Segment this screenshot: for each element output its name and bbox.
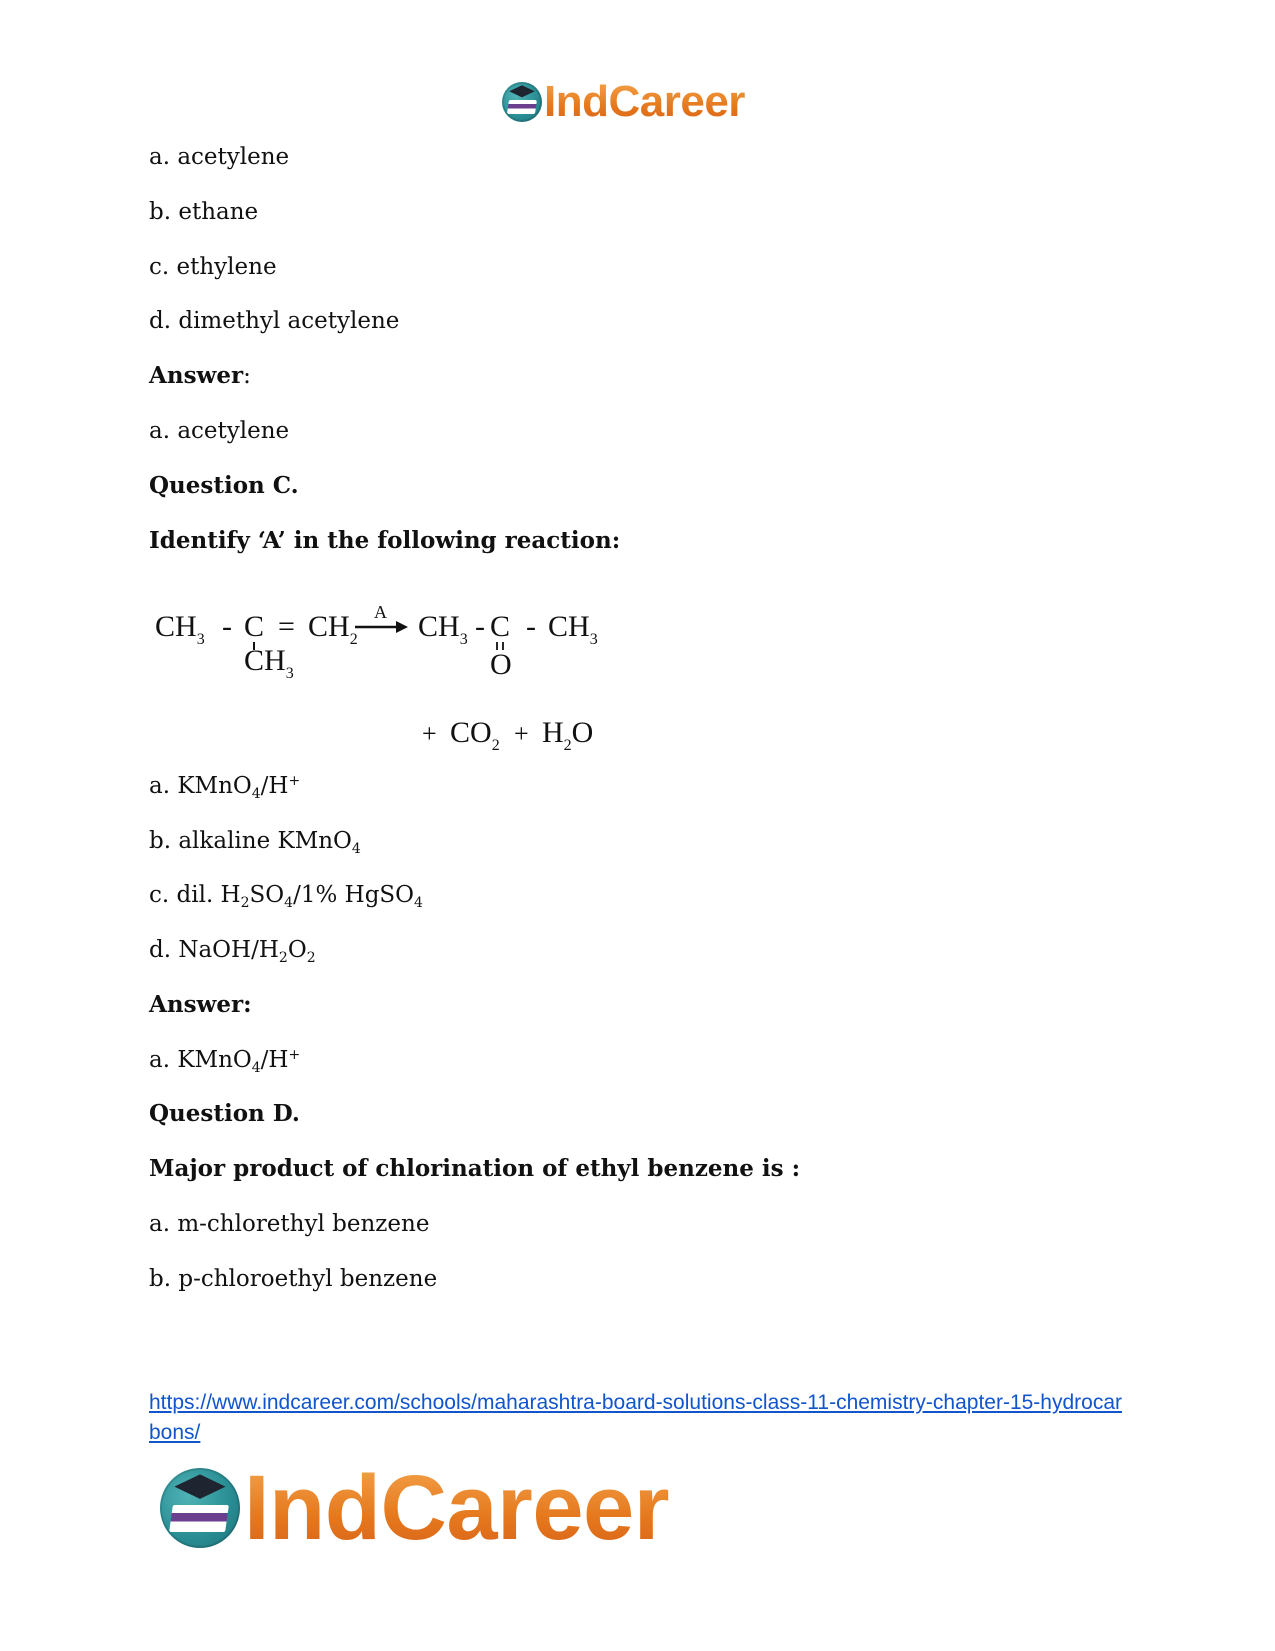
- question-d-title: Question D.: [149, 1100, 300, 1127]
- question-c-title: Question C.: [149, 472, 299, 499]
- brand-wordmark: IndCareer: [244, 1457, 669, 1559]
- product-ch3-left: $CH_3$: [418, 610, 468, 648]
- reactant-ch2: $CH_2$: [308, 610, 358, 648]
- answer-label: Answer: [149, 362, 244, 389]
- reaction-equation: [150, 600, 630, 760]
- option-b: b. ethane: [149, 199, 259, 225]
- header-logo: [502, 77, 745, 126]
- byproduct-h2o: $H_2O$: [542, 716, 594, 754]
- option-d: d. NaOH/$H_2O_2$: [149, 937, 316, 966]
- reactant-branch-ch3: $CH_3$: [244, 644, 294, 682]
- question-d-prompt: Major product of chlorination of ethyl benzene is :: [149, 1155, 801, 1182]
- option-c: c. dil. $H_2SO_4/1\%$ HgSO$_4$: [149, 882, 423, 911]
- answer-text: a. KMnO$_4$/H+: [149, 1047, 301, 1076]
- option-d: d. dimethyl acetylene: [149, 308, 400, 334]
- answer-heading: [149, 362, 251, 390]
- product-carbon: C: [490, 610, 511, 643]
- reactant-carbon: C: [244, 610, 265, 643]
- footer-logo: [160, 1457, 669, 1559]
- graduation-book-icon: [160, 1468, 240, 1548]
- brand-wordmark: IndCareer: [544, 77, 745, 126]
- option-a: a. acetylene: [149, 144, 290, 170]
- plus-2: +: [514, 719, 529, 748]
- dash-2: -: [475, 610, 485, 643]
- option-b: b. p-chloroethyl benzene: [149, 1266, 438, 1292]
- question-c-prompt: Identify ‘A’ in the following reaction:: [149, 527, 621, 554]
- plus-1: +: [422, 719, 437, 748]
- option-a: a. m-chlorethyl benzene: [149, 1211, 430, 1237]
- answer-text: a. acetylene: [149, 418, 290, 444]
- source-url-link[interactable]: https://www.indcareer.com/schools/maharashtra-board-solutions-class-11-chemistry-chapter-15-hydrocarbons/: [149, 1391, 1122, 1444]
- product-ch3-right: $CH_3$: [548, 610, 598, 648]
- arrow-head-icon: [396, 621, 408, 633]
- option-a: a. KMnO$_4$/H+: [149, 773, 301, 802]
- option-b: b. alkaline KMnO$_4$: [149, 828, 361, 857]
- double-bond-equals: =: [278, 610, 295, 643]
- graduation-book-icon: [502, 82, 542, 122]
- product-oxygen: O: [490, 648, 512, 681]
- reagent-a: A: [374, 602, 387, 622]
- option-c: c. ethylene: [149, 254, 277, 280]
- byproduct-co2: $CO_2$: [450, 716, 500, 754]
- answer-colon: :: [243, 363, 251, 389]
- reactant-ch3-left: $CH_3$: [155, 610, 205, 648]
- dash-3: -: [526, 610, 536, 643]
- answer-heading: Answer:: [149, 991, 252, 1018]
- dash-1: -: [222, 610, 232, 643]
